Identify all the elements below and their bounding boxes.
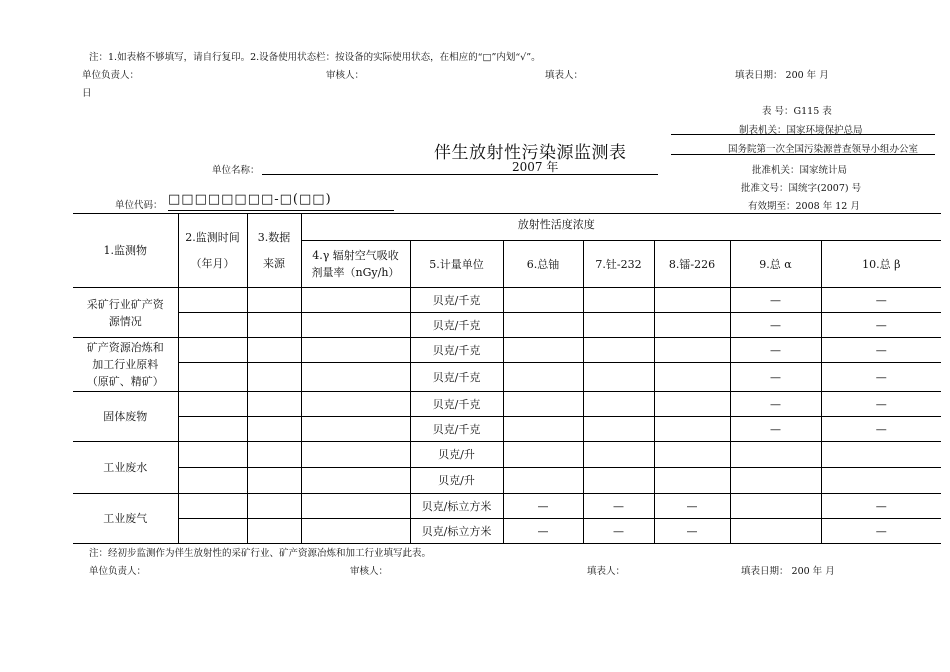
approving-authority: 批准机关：国家统计局	[752, 165, 848, 176]
group-label: 固体废物	[73, 392, 178, 442]
thorium-cell[interactable]	[583, 468, 654, 494]
radium-cell[interactable]	[654, 442, 730, 468]
alpha-cell[interactable]	[730, 494, 821, 519]
header-uranium: 6.总铀	[503, 241, 583, 288]
approval-number: 批准文号：国统字(2007) 号	[741, 183, 862, 194]
thorium-cell[interactable]	[583, 313, 654, 338]
fill-date-label: 填表日期： 200 年 月	[735, 70, 829, 81]
radium-cell[interactable]: —	[654, 519, 730, 544]
uranium-cell[interactable]: —	[503, 494, 583, 519]
beta-cell[interactable]: —	[821, 494, 941, 519]
unit-cell: 贝克/千克	[410, 392, 503, 417]
unit-cell: 贝克/千克	[410, 338, 503, 363]
thorium-cell[interactable]	[583, 417, 654, 442]
valid-until: 有效期至：2008 年 12 月	[748, 201, 860, 212]
group-label: 采矿行业矿产资 源情况	[73, 288, 178, 338]
uranium-cell[interactable]: —	[503, 519, 583, 544]
unit-cell: 贝克/千克	[410, 363, 503, 392]
alpha-cell[interactable]	[730, 442, 821, 468]
header-alpha: 9.总 α	[730, 241, 821, 288]
footer-note: 注：经初步监测作为伴生放射性的采矿行业、矿产资源冶炼和加工行业填写此表。	[89, 548, 432, 559]
radium-cell[interactable]	[654, 288, 730, 313]
thorium-cell[interactable]	[583, 442, 654, 468]
time-cell[interactable]	[178, 442, 247, 468]
thorium-cell[interactable]	[583, 363, 654, 392]
source-cell[interactable]	[247, 519, 301, 544]
unit-cell: 贝克/升	[410, 468, 503, 494]
uranium-cell[interactable]	[503, 288, 583, 313]
time-cell[interactable]	[178, 468, 247, 494]
gamma-cell[interactable]	[301, 468, 410, 494]
radium-cell[interactable]	[654, 338, 730, 363]
beta-cell[interactable]: —	[821, 338, 941, 363]
uranium-cell[interactable]	[503, 338, 583, 363]
thorium-cell[interactable]: —	[583, 519, 654, 544]
unit-cell: 贝克/标立方米	[410, 519, 503, 544]
alpha-cell[interactable]: —	[730, 392, 821, 417]
beta-cell[interactable]	[821, 468, 941, 494]
unit-cell: 贝克/千克	[410, 417, 503, 442]
alpha-cell[interactable]	[730, 519, 821, 544]
time-cell[interactable]	[178, 392, 247, 417]
uranium-cell[interactable]	[503, 313, 583, 338]
unit-code-boxes[interactable]: □□□□□□□□-□(□□)	[168, 192, 332, 207]
header-activity-group: 放射性活度浓度	[301, 214, 941, 241]
time-cell[interactable]	[178, 338, 247, 363]
time-cell[interactable]	[178, 363, 247, 392]
time-cell[interactable]	[178, 288, 247, 313]
form-year: 2007 年	[512, 160, 559, 174]
uranium-cell[interactable]	[503, 442, 583, 468]
source-cell[interactable]	[247, 494, 301, 519]
header-thorium: 7.钍-232	[583, 241, 654, 288]
group-label: 工业废气	[73, 494, 178, 544]
alpha-cell[interactable]	[730, 468, 821, 494]
source-cell[interactable]	[247, 442, 301, 468]
header-radium: 8.镭-226	[654, 241, 730, 288]
footer-reviewer: 审核人：	[350, 566, 389, 577]
time-cell[interactable]	[178, 494, 247, 519]
unit-head-label: 单位负责人：	[82, 70, 140, 81]
unit-cell: 贝克/千克	[410, 313, 503, 338]
unit-name-field[interactable]	[262, 174, 434, 175]
filler-label: 填表人：	[545, 70, 584, 81]
gamma-cell[interactable]	[301, 338, 410, 363]
thorium-cell[interactable]	[583, 392, 654, 417]
header-unit: 5.计量单位	[410, 241, 503, 288]
time-cell[interactable]	[178, 417, 247, 442]
top-note: 注：1.如表格不够填写，请自行复印。2.设备使用状态栏：按设备的实际使用状态，在相应的“□”内划“√”。	[89, 52, 541, 63]
divider-line	[671, 154, 935, 155]
radium-cell[interactable]: —	[654, 494, 730, 519]
thorium-cell[interactable]: —	[583, 494, 654, 519]
divider-line	[671, 134, 935, 135]
gamma-cell[interactable]	[301, 494, 410, 519]
gamma-cell[interactable]	[301, 363, 410, 392]
header-gamma: 4.γ 辐射空气吸收 剂量率（nGy/h）	[301, 241, 410, 288]
alpha-cell[interactable]: —	[730, 313, 821, 338]
header-data-source: 3.数据 来源	[247, 214, 301, 288]
monitoring-table	[73, 213, 941, 544]
gamma-cell[interactable]	[301, 392, 410, 417]
unit-code-underline	[168, 210, 394, 211]
unit-cell: 贝克/千克	[410, 288, 503, 313]
uranium-cell[interactable]	[503, 468, 583, 494]
alpha-cell[interactable]: —	[730, 363, 821, 392]
unit-code-label: 单位代码：	[115, 200, 163, 211]
radium-cell[interactable]	[654, 468, 730, 494]
footer-fill-date: 填表日期： 200 年 月	[741, 566, 835, 577]
beta-cell[interactable]: —	[821, 363, 941, 392]
unit-cell: 贝克/标立方米	[410, 494, 503, 519]
group-label: 矿产资源冶炼和 加工行业原料 （原矿、精矿）	[73, 338, 178, 392]
source-cell[interactable]	[247, 468, 301, 494]
thorium-cell[interactable]	[583, 338, 654, 363]
gamma-cell[interactable]	[301, 442, 410, 468]
radium-cell[interactable]	[654, 363, 730, 392]
alpha-cell[interactable]: —	[730, 338, 821, 363]
reviewer-label: 审核人：	[326, 70, 365, 81]
beta-cell[interactable]: —	[821, 417, 941, 442]
header-beta: 10.总 β	[821, 241, 941, 288]
header-monitored: 1.监测物	[73, 214, 178, 288]
uranium-cell[interactable]	[503, 363, 583, 392]
radium-cell[interactable]	[654, 392, 730, 417]
unit-cell: 贝克/升	[410, 442, 503, 468]
uranium-cell[interactable]	[503, 417, 583, 442]
beta-cell[interactable]: —	[821, 392, 941, 417]
beta-cell[interactable]: —	[821, 313, 941, 338]
alpha-cell[interactable]: —	[730, 288, 821, 313]
beta-cell[interactable]	[821, 442, 941, 468]
header-time: 2.监测时间 （年月）	[178, 214, 247, 288]
source-cell[interactable]	[247, 288, 301, 313]
gamma-cell[interactable]	[301, 313, 410, 338]
source-cell[interactable]	[247, 338, 301, 363]
issuing-authority: 制表机关：国家环境保护总局	[739, 125, 863, 136]
source-cell[interactable]	[247, 392, 301, 417]
uranium-cell[interactable]	[503, 392, 583, 417]
unit-name-label: 单位名称：	[212, 165, 260, 176]
group-label: 工业废水	[73, 442, 178, 494]
gamma-cell[interactable]	[301, 417, 410, 442]
radium-cell[interactable]	[654, 313, 730, 338]
alpha-cell[interactable]: —	[730, 417, 821, 442]
footer-unit-head: 单位负责人：	[89, 566, 147, 577]
source-cell[interactable]	[247, 363, 301, 392]
time-cell[interactable]	[178, 519, 247, 544]
gamma-cell[interactable]	[301, 519, 410, 544]
issuing-office: 国务院第一次全国污染源普查领导小组办公室	[728, 144, 919, 155]
source-cell[interactable]	[247, 313, 301, 338]
form-number: 表 号：G115 表	[762, 106, 832, 117]
thorium-cell[interactable]	[583, 288, 654, 313]
gamma-cell[interactable]	[301, 288, 410, 313]
page-title: 伴生放射性污染源监测表	[434, 143, 627, 163]
source-cell[interactable]	[247, 417, 301, 442]
radium-cell[interactable]	[654, 417, 730, 442]
time-cell[interactable]	[178, 313, 247, 338]
beta-cell[interactable]: —	[821, 519, 941, 544]
footer-filler: 填表人：	[587, 566, 626, 577]
day-label: 日	[82, 88, 92, 99]
beta-cell[interactable]: —	[821, 288, 941, 313]
